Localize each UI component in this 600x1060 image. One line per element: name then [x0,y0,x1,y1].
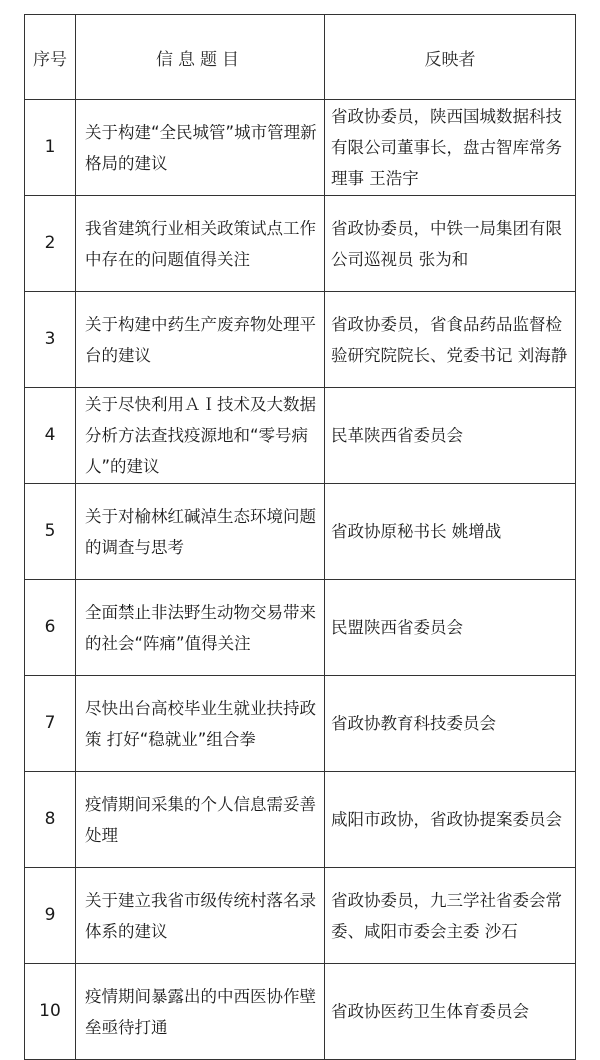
table-row [25,196,576,292]
row-reporter: 省政协原秘书长 姚增战 [325,484,576,580]
row-title: 我省建筑行业相关政策试点工作中存在的问题值得关注 [76,196,325,292]
row-reporter: 咸阳市政协，省政协提案委员会 [325,772,576,868]
row-title: 关于构建中药生产废弃物处理平台的建议 [76,292,325,388]
row-title: 疫情期间采集的个人信息需妥善处理 [76,772,325,868]
row-title: 关于建立我省市级传统村落名录体系的建议 [76,868,325,964]
row-num: 2 [25,196,76,292]
row-num: 5 [25,484,76,580]
table-row [25,100,576,196]
header-row [25,15,576,100]
table-row [25,868,576,964]
table-row [25,292,576,388]
row-reporter: 民革陕西省委员会 [325,388,576,484]
row-num: 8 [25,772,76,868]
row-num: 10 [25,964,76,1060]
table-row [25,676,576,772]
row-num: 9 [25,868,76,964]
row-num: 4 [25,388,76,484]
row-num: 6 [25,580,76,676]
row-title: 关于构建“全民城管”城市管理新格局的建议 [76,100,325,196]
row-reporter: 省政协委员，中铁一局集团有限公司巡视员 张为和 [325,196,576,292]
table-row [25,484,576,580]
row-num: 3 [25,292,76,388]
row-reporter: 民盟陕西省委员会 [325,580,576,676]
row-reporter: 省政协委员，九三学社省委会常委、咸阳市委会主委 沙石 [325,868,576,964]
row-num: 7 [25,676,76,772]
row-reporter: 省政协医药卫生体育委员会 [325,964,576,1060]
header-num: 序号 [25,15,76,100]
row-title: 疫情期间暴露出的中西医协作壁垒亟待打通 [76,964,325,1060]
table-row [25,580,576,676]
row-title: 关于对榆林红碱淖生态环境问题的调查与思考 [76,484,325,580]
info-table [24,14,576,1060]
table-row [25,388,576,484]
row-title: 全面禁止非法野生动物交易带来的社会“阵痛”值得关注 [76,580,325,676]
header-title: 信息题目 [76,15,325,100]
row-title: 关于尽快利用ＡＩ技术及大数据分析方法查找疫源地和“零号病人”的建议 [76,388,325,484]
row-reporter: 省政协委员，陕西国城数据科技有限公司董事长，盘古智库常务理事 王浩宇 [325,100,576,196]
table-row [25,772,576,868]
row-num: 1 [25,100,76,196]
row-reporter: 省政协教育科技委员会 [325,676,576,772]
table-row [25,964,576,1060]
header-reporter: 反映者 [325,15,576,100]
row-reporter: 省政协委员，省食品药品监督检验研究院院长、党委书记 刘海静 [325,292,576,388]
row-title: 尽快出台高校毕业生就业扶持政策 打好“稳就业”组合拳 [76,676,325,772]
